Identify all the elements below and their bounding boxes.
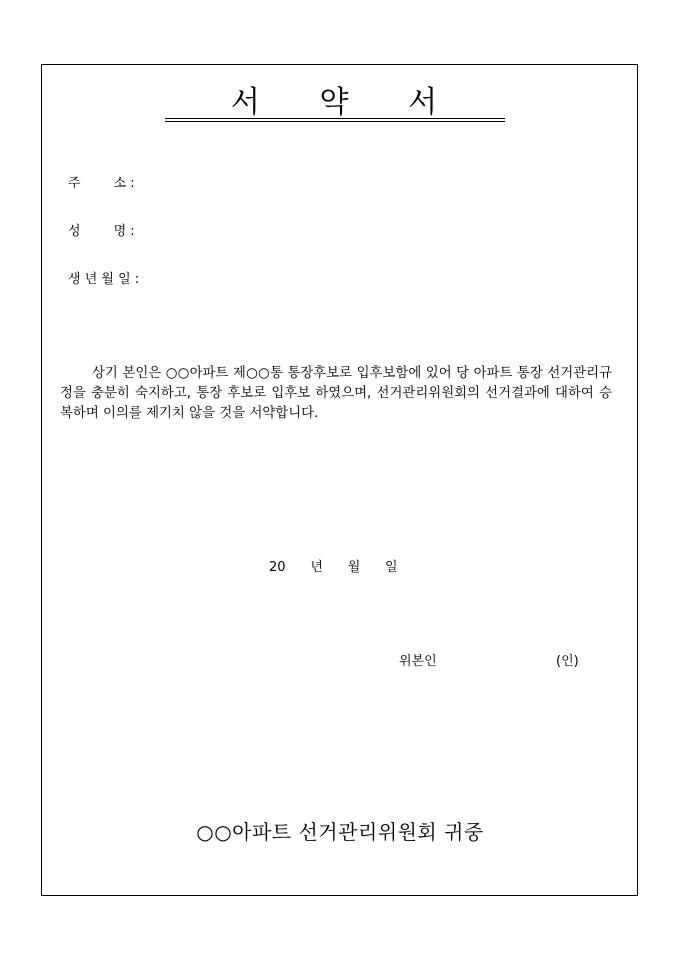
title-block [165,86,505,120]
document-title: 서 약 서 [230,85,440,120]
recipient-line: ○○아파트 선거관리위원회 귀중 [196,820,484,844]
signer-label: 위본인 [399,654,437,669]
date-line: 20 년 월 일 [269,560,398,575]
pledge-body: 상기 본인은 ○○아파트 제○○통 통장후보로 입후보함에 있어 당 아파트 통장 선거관리규정을 충분히 숙지하고, 통장 후보로 입후보 하였으며, 선거관리위원회의 선거결과에 대하여 승복하며 이의를 제기치 않을 것을 서약합니다. [60,366,612,421]
birthdate-field-label: 생 년 월 일 : [68,272,140,287]
name-field-label: 성 명 : [68,224,135,239]
address-field-label: 주 소 : [68,176,135,191]
title-double-underline [165,118,505,122]
seal-label: (인) [556,654,579,669]
